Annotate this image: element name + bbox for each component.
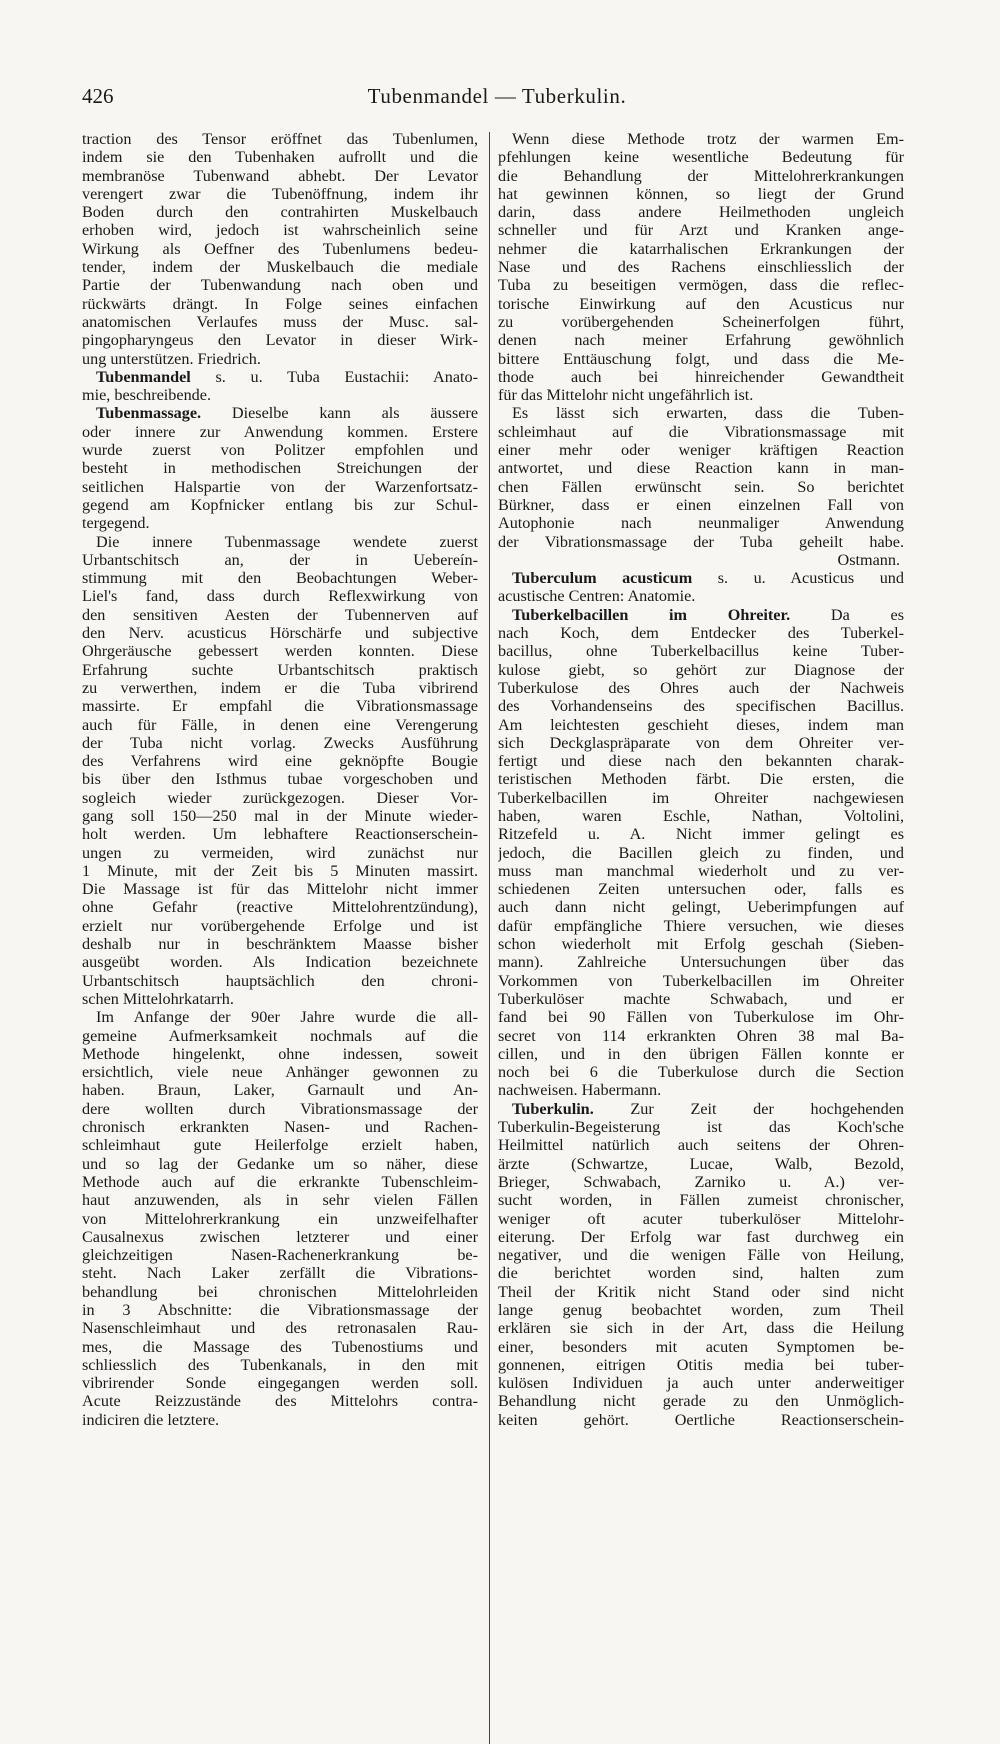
- text-line: [498, 1081, 904, 1099]
- text-line: [82, 1374, 478, 1392]
- line-text: noch bei 6 die Tuberkulose durch die Section: [498, 1063, 904, 1082]
- text-line: [498, 898, 904, 916]
- text-line: [82, 478, 478, 496]
- line-text: erzielt nur vorübergehende Erfolge und ist: [82, 916, 478, 935]
- text-line: [498, 862, 904, 880]
- text-line: [82, 569, 478, 587]
- line-text: behandlung bei chronischen Mittelohrleiden: [82, 1282, 478, 1301]
- line-text: haben. Braun, Laker, Garnault und An-: [82, 1081, 478, 1100]
- text-line: [82, 1392, 478, 1410]
- line-text: den Nerv. acusticus Hörschärfe und subjective: [82, 624, 478, 643]
- line-text: Causalnexus zwischen letzterer und einer: [82, 1227, 478, 1246]
- entry-keyword: Tubenmandel: [96, 367, 191, 386]
- text-line: [82, 276, 478, 294]
- text-line: [498, 130, 904, 148]
- line-text: zu vorübergehenden Scheinerfolgen führt,: [498, 312, 904, 331]
- text-line: [498, 1374, 904, 1392]
- text-line: [82, 1338, 478, 1356]
- line-text: traction des Tensor eröffnet das Tubenlumen,: [82, 130, 478, 148]
- line-text: besteht in methodischen Streichungen der: [82, 459, 478, 478]
- text-line: [82, 368, 478, 386]
- line-text: schen Mittelohrkatarrh.: [82, 989, 234, 1008]
- text-line: [498, 1301, 904, 1319]
- text-line: [82, 1228, 478, 1246]
- text-line: [82, 752, 478, 770]
- line-text: negativer, und die wenigen Fälle von Heilung,: [498, 1246, 904, 1265]
- text-line: [498, 624, 904, 642]
- line-text: den sensitiven Aesten der Tubennerven auf: [82, 605, 478, 624]
- text-line: [498, 423, 904, 441]
- text-line: [82, 533, 478, 551]
- text-line: [498, 1228, 904, 1246]
- text-line: [82, 1173, 478, 1191]
- text-line: [498, 734, 904, 752]
- text-line: [498, 990, 904, 1008]
- line-text: membranöse Tubenwand abhebt. Der Levator: [82, 166, 478, 185]
- text-line: [82, 1136, 478, 1154]
- line-text: seitlichen Halspartie von der Warzenfortsatz-: [82, 477, 478, 496]
- line-text: denen nach meiner Erfahrung gewöhnlich: [498, 331, 904, 350]
- text-line: [498, 1008, 904, 1026]
- text-line: [82, 990, 478, 1008]
- line-text: Partie der Tubenwandung nach oben und: [82, 276, 478, 295]
- text-line: [498, 1155, 904, 1173]
- line-text: Autophonie nach neunmaliger Anwendung: [498, 514, 904, 533]
- text-line: [82, 697, 478, 715]
- text-line: [498, 1191, 904, 1209]
- line-text: Wirkung als Oeffner des Tubenlumens bedeu-: [82, 239, 478, 258]
- text-line: [82, 148, 478, 166]
- text-line: [82, 185, 478, 203]
- text-line: [498, 1118, 904, 1136]
- text-line: [498, 167, 904, 185]
- text-line: [82, 844, 478, 862]
- text-line: [498, 1283, 904, 1301]
- line-text: pfehlungen keine wesentliche Bedeutung für: [498, 148, 904, 167]
- line-text: ärzte (Schwartze, Lucae, Walb, Bezold,: [498, 1154, 904, 1173]
- running-title: Tubenmandel — Tuberkulin.: [367, 84, 627, 108]
- line-text: tender, indem der Muskelbauch die mediale: [82, 258, 478, 277]
- text-line: [498, 770, 904, 788]
- line-text: die Behandlung der Mittelohrerkrankungen: [498, 166, 904, 185]
- text-line: [498, 661, 904, 679]
- line-text: dafür empfängliche Thiere versuchen, wie dieses: [498, 916, 904, 935]
- text-line: [82, 1155, 478, 1173]
- text-line: [82, 1283, 478, 1301]
- left-column: [82, 130, 478, 1429]
- text-line: [498, 697, 904, 715]
- text-line: [82, 1264, 478, 1282]
- line-text: der Vibrationsmassage der Tuba geheilt habe.: [498, 532, 904, 551]
- text-line: [82, 935, 478, 953]
- line-text: teristischen Methoden färbt. Die ersten, die: [498, 770, 904, 789]
- line-text: gleichzeitigen Nasen-Rachenerkrankung be-: [82, 1246, 478, 1265]
- line-text: rückwärts drängt. In Folge seines einfachen: [82, 294, 478, 313]
- text-line: [498, 679, 904, 697]
- line-text: ungen zu vermeiden, wird zunächst nur: [82, 843, 478, 862]
- line-text: schleimhaut auf die Vibrationsmassage mit: [498, 422, 904, 441]
- text-line: [498, 276, 904, 294]
- text-line: [498, 569, 904, 587]
- entry-keyword: Tuberkelbacillen im Ohreiter.: [512, 605, 791, 624]
- text-line: [498, 350, 904, 368]
- line-text: tergegend.: [82, 514, 150, 533]
- line-text: vibrirender Sonde eingegangen werden soll.: [82, 1374, 478, 1393]
- line-text: Brieger, Schwabach, Zarniko u. A.) ver-: [498, 1172, 904, 1191]
- line-text: ung unterstützen. Friedrich.: [82, 349, 261, 368]
- line-text: verengert zwar die Tubenöffnung, indem ihr: [82, 184, 478, 203]
- line-text: auch für Fälle, in denen eine Verengerung: [82, 715, 478, 734]
- text-line: [498, 1063, 904, 1081]
- line-text: muss man manchmal wiederholt und zu ver-: [498, 861, 904, 880]
- text-line: [498, 496, 904, 514]
- text-line: [82, 679, 478, 697]
- text-line: [498, 331, 904, 349]
- line-text: gonnenen, eitrigen Otitis media bei tuber-: [498, 1355, 904, 1374]
- line-text: ohne Gefahr (reactive Mittelohrentzündung),: [82, 898, 478, 917]
- text-line: [498, 972, 904, 990]
- text-line: [82, 917, 478, 935]
- text-line: [498, 953, 904, 971]
- text-line: [498, 1356, 904, 1374]
- text-line: [82, 1319, 478, 1337]
- text-line: [498, 587, 904, 605]
- line-text: gang soll 150—250 mal in der Minute wieder-: [82, 806, 478, 825]
- entry-keyword: Tuberkulin.: [512, 1099, 594, 1118]
- line-text: des Vorhandenseins des specifischen Bacillus.: [498, 697, 904, 716]
- line-text: s. u. Tuba Eustachii: Anato-: [190, 367, 478, 386]
- line-text: der Tuba nicht vorlag. Zwecks Ausführung: [82, 733, 478, 752]
- text-line: [82, 496, 478, 514]
- line-text: Im Anfange der 90er Jahre wurde die all-: [96, 1008, 478, 1027]
- line-text: deshalb nur in beschränktem Maasse bisher: [82, 935, 478, 954]
- line-text: Tuberkulin-Begeisterung ist das Koch'sche: [498, 1118, 904, 1137]
- line-text: in 3 Abschnitte: die Vibrationsmassage der: [82, 1301, 478, 1319]
- line-text: pingopharyngeus den Levator in dieser Wirk-: [82, 331, 478, 350]
- text-line: [82, 1301, 478, 1319]
- text-line: [498, 752, 904, 770]
- line-text: sucht worden, in Fällen zumeist chronischer,: [498, 1191, 904, 1210]
- line-text: für das Mittelohr nicht ungefährlich ist.: [498, 386, 754, 405]
- text-line: [82, 716, 478, 734]
- text-line: [82, 642, 478, 660]
- text-line: [498, 148, 904, 166]
- text-line: [498, 1319, 904, 1337]
- line-text: Tuberkulose des Ohres auch der Nachweis: [498, 678, 904, 697]
- text-line: [498, 313, 904, 331]
- line-text: holt werden. Um lebhaftere Reactionserschein-: [82, 825, 478, 844]
- text-line: [498, 1246, 904, 1264]
- line-text: des Verfahrens wird eine geknöpfte Bougie: [82, 752, 478, 771]
- line-text: dere wollten durch Vibrationsmassage der: [82, 1099, 478, 1118]
- line-text: Am leichtesten geschieht dieses, indem man: [498, 715, 904, 734]
- text-line: [82, 514, 478, 532]
- text-line: [498, 880, 904, 898]
- line-text: Ritzefeld u. A. Nicht immer gelingt es: [498, 825, 904, 844]
- line-text: Nase und des Rachens einschliesslich der: [498, 258, 904, 277]
- text-line: [82, 1081, 478, 1099]
- line-text: Bürkner, dass er einen einzelnen Fall von: [498, 495, 904, 514]
- line-text: Theil der Kritik nicht Stand oder sind nicht: [498, 1282, 904, 1301]
- line-text: Liel's fand, dass durch Reflexwirkung von: [82, 587, 478, 606]
- line-text: eiterung. Der Erfolg war fast durchweg ein: [498, 1227, 904, 1246]
- page-header: [82, 84, 912, 118]
- line-text: einer mehr oder weniger kräftigen Reaction: [498, 441, 904, 460]
- text-line: [82, 459, 478, 477]
- text-line: [82, 1246, 478, 1264]
- line-text: Heilmittel natürlich auch seitens der Ohren-: [498, 1136, 904, 1155]
- text-line: [498, 203, 904, 221]
- text-line: [498, 459, 904, 477]
- text-line: [82, 441, 478, 459]
- entry-keyword: Tubenmassage.: [96, 404, 202, 423]
- text-line: [498, 1173, 904, 1191]
- text-line: [82, 331, 478, 349]
- line-text: sich Deckglaspräparate von dem Ohreiter ver-: [498, 733, 904, 752]
- text-line: [82, 862, 478, 880]
- line-text: indem sie den Tubenhaken aufrollt und die: [82, 148, 478, 167]
- line-text: bis über den Isthmus tubae vorgeschoben und: [82, 770, 478, 789]
- column-divider: [489, 132, 490, 1744]
- line-text: bittere Enttäuschung folgt, und dass die Me-: [498, 349, 904, 368]
- line-text: Tuba zu beseitigen vermögen, dass die reflec-: [498, 276, 904, 295]
- line-text: zu verwerthen, indem er die Tuba vibrirend: [82, 678, 478, 697]
- text-line: [498, 1100, 904, 1118]
- text-line: [498, 1045, 904, 1063]
- text-line: [82, 1356, 478, 1374]
- right-column: [498, 130, 904, 1429]
- text-line: [498, 1411, 904, 1429]
- text-line: [82, 661, 478, 679]
- line-text: torische Einwirkung auf den Acusticus nur: [498, 294, 904, 313]
- text-line: [82, 313, 478, 331]
- text-line: [498, 185, 904, 203]
- text-line: [82, 1191, 478, 1209]
- text-line: [82, 203, 478, 221]
- text-line: [498, 807, 904, 825]
- text-line: [498, 825, 904, 843]
- line-text: steht. Nach Laker zerfällt die Vibrations-: [82, 1264, 478, 1283]
- text-line: [82, 350, 478, 368]
- line-text: Dieselbe kann als äussere: [201, 404, 478, 423]
- line-text: schon wiederholt mit Erfolg geschah (Sieben-: [498, 935, 904, 954]
- line-text: auch dann nicht gelingt, Ueberimpfungen auf: [498, 898, 904, 917]
- text-line: [82, 167, 478, 185]
- text-line: [82, 953, 478, 971]
- text-line: [82, 1411, 478, 1429]
- text-line: [82, 1210, 478, 1228]
- line-text: Es lässt sich erwarten, dass die Tuben-: [512, 404, 904, 423]
- text-line: [82, 606, 478, 624]
- text-line: [82, 551, 478, 569]
- line-text: keiten gehört. Oertliche Reactionserschein-: [498, 1410, 904, 1429]
- text-line: [498, 1136, 904, 1154]
- line-text: einer, besonders mit acuten Symptomen be-: [498, 1337, 904, 1356]
- text-line: [82, 1100, 478, 1118]
- line-text: Nasenschleimhaut und des retronasalen Rau-: [82, 1319, 478, 1338]
- text-line: [82, 258, 478, 276]
- line-text: indiciren die letztere.: [82, 1410, 220, 1429]
- line-text: haut anzuwenden, als in sehr vielen Fällen: [82, 1191, 478, 1210]
- text-line: [82, 789, 478, 807]
- line-text: bacillus, ohne Tuberkelbacillus keine Tuber-: [498, 642, 904, 661]
- line-text: Zur Zeit der hochgehenden: [593, 1099, 904, 1118]
- text-line: [82, 423, 478, 441]
- line-text: erhoben wird, jedoch ist wahrscheinlich seine: [82, 221, 478, 240]
- text-line: [498, 1210, 904, 1228]
- line-text: erklären sie sich in der Art, dass die Heilung: [498, 1319, 904, 1338]
- text-line: [498, 716, 904, 734]
- line-text: stimmung mit den Beobachtungen Weber-: [82, 569, 478, 588]
- line-text: kulose giebt, so gehört zur Diagnose der: [498, 660, 904, 679]
- line-text: fand bei 90 Fällen von Tuberkulose im Ohr-: [498, 1008, 904, 1027]
- text-line: [498, 1027, 904, 1045]
- text-line: [498, 295, 904, 313]
- line-text: von Mittelohrerkrankung ein unzweifelhafter: [82, 1209, 478, 1228]
- line-text: mann). Zahlreiche Untersuchungen über das: [498, 953, 904, 972]
- line-text: Ohrgeräusche gebessert werden konnten. Diese: [82, 642, 478, 661]
- line-text: gegend am Kopfnicker entlang bis zur Schul-: [82, 495, 478, 514]
- line-text: ersichtlich, viele neue Anhänger gewonnen zu: [82, 1063, 478, 1082]
- line-text: Urbantschitsch an, der in Uebereín-: [82, 550, 478, 569]
- text-line: [82, 624, 478, 642]
- line-text: Methode auch auf die erkrankte Tubenschleim-: [82, 1172, 478, 1191]
- line-text: chronisch erkrankten Nasen- und Rachen-: [82, 1118, 478, 1137]
- line-text: lange genug beobachtet worden, zum Theil: [498, 1301, 904, 1319]
- text-line: [498, 844, 904, 862]
- line-text: secret von 114 erkrankten Ohren 38 mal Ba-: [498, 1026, 904, 1045]
- text-line: [82, 130, 478, 148]
- text-line: [82, 386, 478, 404]
- line-text: Die innere Tubenmassage wendete zuerst: [96, 532, 478, 551]
- line-text: sogleich wieder zurückgezogen. Dieser Vor-: [82, 788, 478, 807]
- page-number: 426: [82, 84, 114, 108]
- line-text: haben, waren Eschle, Nathan, Voltolini,: [498, 806, 904, 825]
- line-text: cillen, und in den übrigen Fällen konnte er: [498, 1044, 904, 1063]
- line-text: chen Fällen erwünscht sein. So berichtet: [498, 477, 904, 496]
- line-text: Methode hingelenkt, ohne indessen, soweit: [82, 1044, 478, 1063]
- line-text: nehmer die katarrhalischen Erkrankungen der: [498, 239, 904, 258]
- text-line: [82, 221, 478, 239]
- text-line: [498, 551, 904, 569]
- text-line: [82, 240, 478, 258]
- line-text: mes, die Massage des Tubenostiums und: [82, 1337, 478, 1356]
- line-text: 1 Minute, mit der Zeit bis 5 Minuten massirt.: [82, 861, 478, 880]
- entry-keyword: Tuberculum acusticum: [512, 569, 693, 588]
- text-line: [498, 1392, 904, 1410]
- line-text: schleimhaut gute Heilerfolge erzielt haben,: [82, 1136, 478, 1155]
- text-line: [498, 441, 904, 459]
- line-text: Erfahrung suchte Urbantschitsch praktisch: [82, 660, 478, 679]
- line-text: wurde zuerst von Politzer empfohlen und: [82, 441, 478, 460]
- line-text: massirte. Er empfahl die Vibrationsmassage: [82, 697, 478, 716]
- line-text: Vorkommen von Tuberkelbacillen im Ohreiter: [498, 971, 904, 990]
- line-text: antwortet, und diese Reaction kann in man-: [498, 459, 904, 478]
- text-line: [82, 880, 478, 898]
- line-text: fertigt und diese nach den bekannten charak-: [498, 752, 904, 771]
- text-line: [82, 825, 478, 843]
- text-line: [498, 240, 904, 258]
- line-text: anatomischen Verlaufes muss der Musc. sal-: [82, 312, 478, 331]
- text-line: [498, 258, 904, 276]
- line-text: Die Massage ist für das Mittelohr nicht immer: [82, 880, 478, 899]
- line-text: Tuberkulöser machte Schwabach, und er: [498, 989, 904, 1008]
- line-text: nach Koch, dem Entdecker des Tuberkel-: [498, 624, 904, 643]
- text-line: [498, 606, 904, 624]
- line-text: kulösen Individuen ja auch unter anderweitiger: [498, 1374, 904, 1393]
- line-text: mie, beschreibende.: [82, 386, 211, 405]
- text-line: [82, 1045, 478, 1063]
- line-text: acustische Centren: Anatomie.: [498, 587, 696, 606]
- line-text: Ostmann.: [837, 550, 900, 569]
- text-line: [498, 404, 904, 422]
- line-text: jedoch, die Bacillen gleich zu finden, und: [498, 843, 904, 862]
- line-text: Acute Reizzustände des Mittelohrs contra-: [82, 1392, 478, 1411]
- text-line: [82, 404, 478, 422]
- text-line: [82, 1027, 478, 1045]
- text-line: [498, 1338, 904, 1356]
- text-line: [498, 221, 904, 239]
- text-line: [498, 533, 904, 551]
- text-line: [498, 368, 904, 386]
- line-text: Boden durch den contrahirten Muskelbauch: [82, 203, 478, 222]
- line-text: die berichtet worden sind, halten zum: [498, 1264, 904, 1283]
- text-line: [82, 1008, 478, 1026]
- line-text: s. u. Acusticus und: [692, 569, 904, 588]
- line-text: ausgeübt worden. Als Indication bezeichnete: [82, 953, 478, 972]
- text-line: [82, 807, 478, 825]
- line-text: und so lag der Gedanke um so näher, diese: [82, 1154, 478, 1173]
- text-line: [498, 514, 904, 532]
- line-text: thode auch bei hinreichender Gewandtheit: [498, 367, 904, 386]
- text-line: [498, 789, 904, 807]
- text-line: [82, 587, 478, 605]
- text-line: [498, 642, 904, 660]
- line-text: Da es: [790, 605, 904, 624]
- line-text: hat gewinnen können, so liegt der Grund: [498, 184, 904, 203]
- line-text: gemeine Aufmerksamkeit nochmals auf die: [82, 1026, 478, 1045]
- text-line: [82, 734, 478, 752]
- line-text: Behandlung nicht gerade zu den Unmöglich-: [498, 1392, 904, 1411]
- text-line: [82, 770, 478, 788]
- text-line: [498, 935, 904, 953]
- line-text: oder innere zur Anwendung kommen. Erstere: [82, 422, 478, 441]
- line-text: nachweisen. Habermann.: [498, 1081, 662, 1100]
- text-line: [82, 972, 478, 990]
- text-line: [82, 898, 478, 916]
- line-text: Urbantschitsch hauptsächlich den chroni-: [82, 971, 478, 990]
- text-line: [82, 1063, 478, 1081]
- line-text: schliesslich des Tubenkanals, in den mit: [82, 1355, 478, 1374]
- text-line: [498, 478, 904, 496]
- line-text: darin, dass andere Heilmethoden ungleich: [498, 203, 904, 222]
- text-line: [498, 917, 904, 935]
- text-line: [498, 386, 904, 404]
- line-text: Tuberkelbacillen im Ohreiter nachgewiesen: [498, 788, 904, 807]
- line-text: Wenn diese Methode trotz der warmen Em-: [512, 130, 904, 148]
- text-line: [82, 1118, 478, 1136]
- text-line: [498, 1264, 904, 1282]
- line-text: schiedenen Zeiten untersuchen oder, falls es: [498, 880, 904, 899]
- line-text: schneller und für Arzt und Kranken ange-: [498, 221, 904, 240]
- text-line: [82, 295, 478, 313]
- line-text: weniger oft acuter tuberkulöser Mittelohr-: [498, 1209, 904, 1228]
